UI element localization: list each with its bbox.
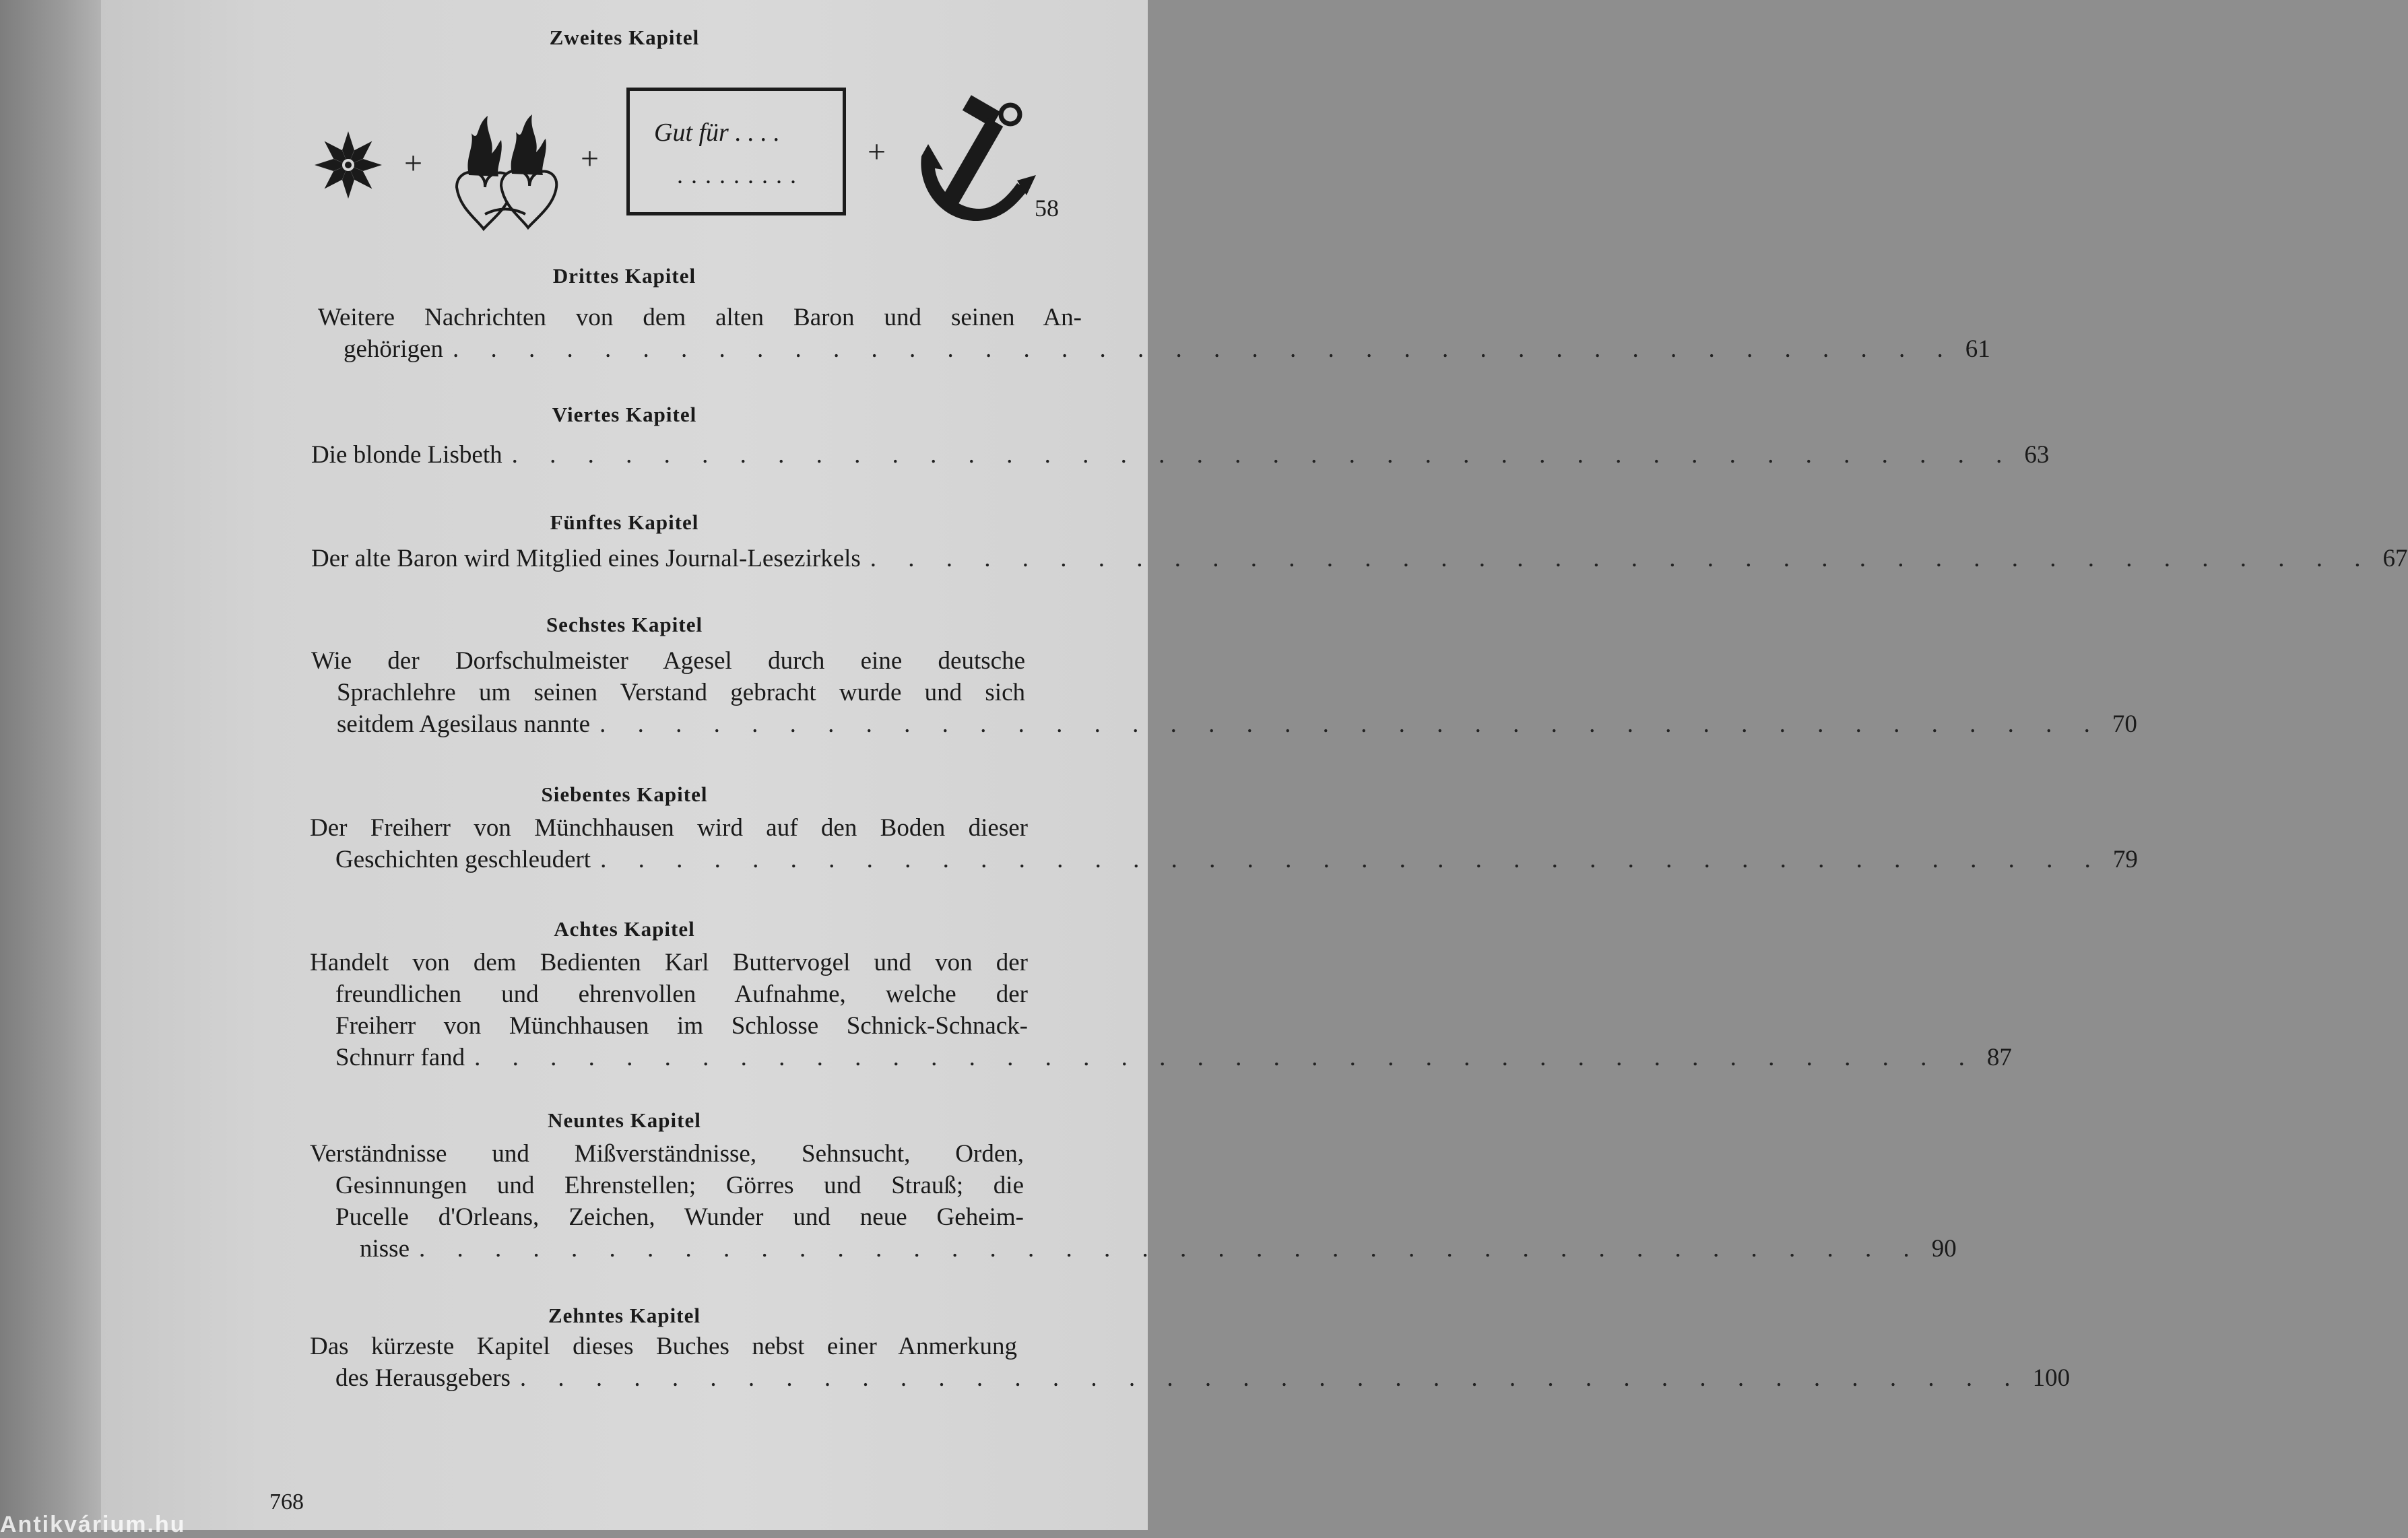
toc-entry-line: Freiherr von Münchhausen im Schlosse Schnick-Schnack-: [335, 1012, 1028, 1040]
page-number: 61: [1965, 335, 1990, 363]
toc-entry-line: Verständnisse und Mißverständnisse, Sehnsucht, Orden,: [310, 1140, 1024, 1168]
page-number: 63: [2024, 441, 2050, 469]
watermark: Antikvárium.hu: [0, 1512, 186, 1537]
anchor-icon: [916, 96, 1037, 230]
page-number: 100: [2032, 1364, 2071, 1392]
plus-sign: +: [581, 141, 599, 176]
toc-entry[interactable]: [311, 543, 2408, 574]
toc-entry[interactable]: [318, 302, 1990, 365]
toc-entry-line: Schnurr fand: [335, 1044, 465, 1071]
dot-leader: . . . . . . . . . . . . . . . . . . . . . . . . . . . . . . . . . . . . . . . .: [474, 1044, 1978, 1071]
toc-entry-line: gehörigen: [344, 335, 443, 363]
page-number: 87: [1986, 1044, 2012, 1071]
voucher-dotted-line: .........: [677, 162, 804, 189]
voucher-box: [626, 88, 846, 215]
plus-sign: +: [868, 134, 886, 170]
page-number: 70: [2112, 710, 2137, 738]
chapter-heading: Siebentes Kapitel: [541, 782, 708, 806]
toc-entry-line: Weitere Nachrichten von dem alten Baron und seinen An-: [318, 304, 1082, 331]
toc-entry-line: Gesinnungen und Ehrenstellen; Görres und Strauß; die: [335, 1172, 1024, 1199]
dot-leader: . . . . . . . . . . . . . . . . . . . . . . . . . . . . . . . . . . . . . . . .: [419, 1235, 1922, 1263]
chapter-heading: Zweites Kapitel: [549, 26, 700, 49]
page-number: 58: [1035, 195, 1059, 222]
chapter-heading: Viertes Kapitel: [552, 403, 697, 426]
chapter-heading: Zehntes Kapitel: [548, 1304, 701, 1327]
page-number: 90: [1931, 1235, 1957, 1263]
toc-entry[interactable]: [310, 812, 2138, 875]
chapter-heading: Fünftes Kapitel: [550, 510, 699, 534]
chapter-heading: Neuntes Kapitel: [548, 1108, 701, 1132]
toc-entry[interactable]: [311, 439, 2050, 471]
flaming-hearts-icon: [445, 113, 566, 234]
book-page: [101, 0, 2408, 1530]
dot-leader: . . . . . . . . . . . . . . . . . . . . . . . . . . . . . . . . . . . . . . . .: [519, 1364, 2023, 1392]
toc-entry-line: freundlichen und ehrenvollen Aufnahme, welche der: [335, 980, 1028, 1008]
toc-entry-line: seitdem Agesilaus nannte: [337, 710, 591, 738]
chapter-heading: Achtes Kapitel: [554, 917, 695, 941]
voucher-text: Gut für . . . .: [654, 119, 780, 147]
dot-leader: . . . . . . . . . . . . . . . . . . . . . . . . . . . . . . . . . . . . . . . .: [599, 710, 2103, 738]
plus-sign: +: [404, 145, 423, 181]
toc-entry-line: Der Freiherr von Münchhausen wird auf den Boden dieser: [310, 814, 1028, 842]
toc-entry-line: Wie der Dorfschulmeister Agesel durch eine deutsche: [311, 647, 1025, 675]
toc-entry[interactable]: [311, 645, 2137, 740]
toc-entry[interactable]: [310, 1138, 1957, 1265]
folio-number: 768: [269, 1490, 304, 1514]
toc-entry-line: Der alte Baron wird Mitglied eines Journal-Lesezirkels: [311, 545, 861, 572]
toc-entry-line: Sprachlehre um seinen Verstand gebracht wurde und sich: [337, 679, 1025, 706]
toc-entry-line: Geschichten geschleudert: [335, 846, 591, 873]
page-number: 67: [2382, 545, 2408, 572]
toc-entry-line: Pucelle d'Orleans, Zeichen, Wunder und neue Geheim-: [335, 1203, 1024, 1231]
chapter-heading: Drittes Kapitel: [552, 264, 696, 288]
chapter-heading: Sechstes Kapitel: [546, 613, 703, 636]
toc-entry-line: Das kürzeste Kapitel dieses Buches nebst einer Anmerkung: [310, 1333, 1017, 1360]
star-icon: [311, 128, 385, 202]
dot-leader: . . . . . . . . . . . . . . . . . . . . . . . . . . . . . . . . . . . . . . . .: [870, 545, 2374, 572]
toc-entry-line: Handelt von dem Bedienten Karl Buttervogel und von der: [310, 949, 1028, 976]
toc-entry-line: Die blonde Lisbeth: [311, 441, 502, 469]
toc-entry[interactable]: [310, 1331, 2071, 1394]
toc-entry-line: des Herausgebers: [335, 1364, 511, 1392]
dot-leader: . . . . . . . . . . . . . . . . . . . . . . . . . . . . . . . . . . . . . . . .: [511, 441, 2015, 469]
toc-entry[interactable]: [310, 947, 2012, 1073]
page-margin-shadow: [0, 0, 101, 1530]
rebus-row: [101, 81, 1148, 242]
dot-leader: . . . . . . . . . . . . . . . . . . . . . . . . . . . . . . . . . . . . . . . .: [600, 846, 2104, 873]
toc-entry-line: nisse: [360, 1235, 410, 1263]
page-number: 79: [2112, 846, 2138, 873]
dot-leader: . . . . . . . . . . . . . . . . . . . . . . . . . . . . . . . . . . . . . . . .: [452, 335, 1956, 363]
